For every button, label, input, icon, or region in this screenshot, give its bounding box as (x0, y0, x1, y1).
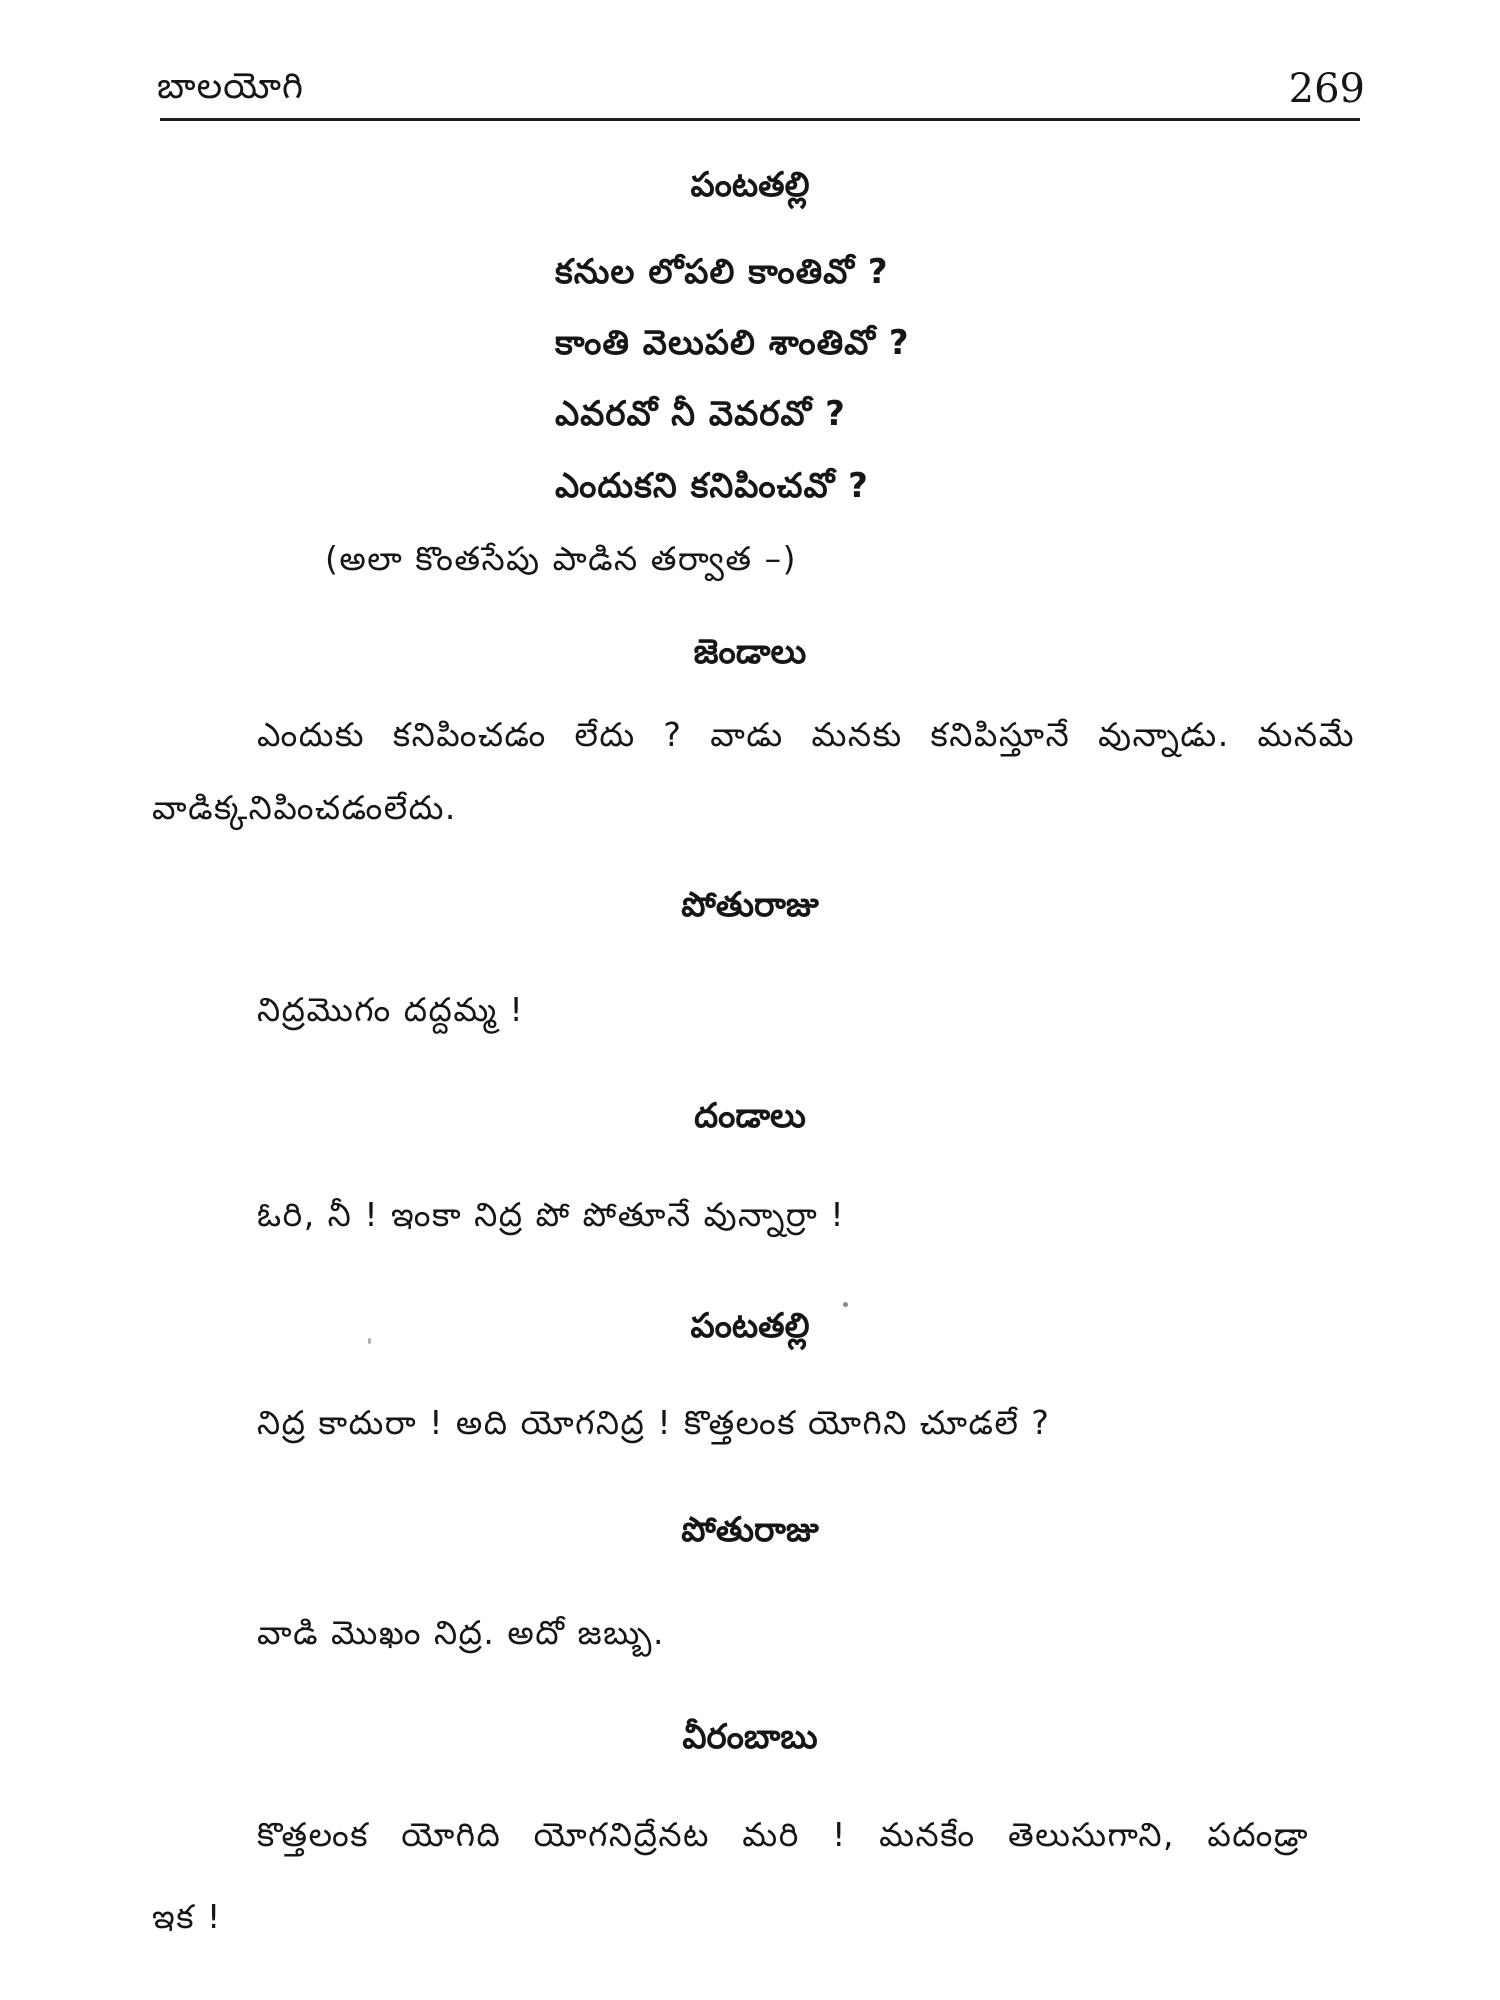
ink-speck (368, 1338, 371, 1344)
header-rule (160, 118, 1360, 121)
dialogue-line: ఇక ! (152, 1897, 222, 1936)
ink-speck (843, 1302, 848, 1307)
verse-line: ఎందుకని కనిపించవో ? (555, 466, 869, 506)
speaker-name: జెండాలు (693, 632, 807, 672)
speaker-name: వీరంబాబు (682, 1717, 818, 1757)
verse-line: కనుల లోపలి కాంతివో ? (555, 252, 889, 292)
verse-line: ఎవరవో నీ వెవరవో ? (555, 394, 846, 434)
speaker-name: పోతురాజు (681, 885, 819, 925)
verse-line: కాంతి వెలుపలి శాంతివో ? (555, 323, 910, 363)
dialogue-line: నిద్ర కాదురా ! అది యోగనిద్ర ! కొత్తలంక యోగిని చూడలే ? (257, 1403, 1051, 1442)
speaker-name: దండాలు (694, 1096, 806, 1136)
dialogue-line: కొత్తలంక యోగిది యోగనిద్రేనట మరి ! మనకేం తెలుసుగాని, పదండ్రా (257, 1815, 1309, 1854)
dialogue-line: ఓరి, నీ ! ఇంకా నిద్ర పో పోతూనే వున్నార్రా ! (257, 1195, 846, 1234)
dialogue-line: నిద్రమొగం దద్దమ్మ ! (257, 990, 525, 1029)
speaker-name: పంటతల్లి (690, 1306, 810, 1346)
dialogue-line: వాడి మొఖం నిద్ర. అదో జబ్బు. (257, 1613, 666, 1652)
running-title: బాలయోగి (157, 66, 304, 107)
speaker-name: పోతురాజు (681, 1510, 819, 1550)
page-number: 269 (1288, 66, 1365, 112)
dialogue-line: వాడిక్కనిపించడంలేదు. (152, 788, 457, 827)
dialogue-line: ఎందుకు కనిపించడం లేదు ? వాడు మనకు కనిపిస్తూనే వున్నాడు. మనమే (257, 715, 1355, 754)
speaker-name: పంటతల్లి (690, 165, 810, 205)
stage-direction: (అలా కొంతసేపు పాడిన తర్వాత –) (325, 539, 797, 578)
